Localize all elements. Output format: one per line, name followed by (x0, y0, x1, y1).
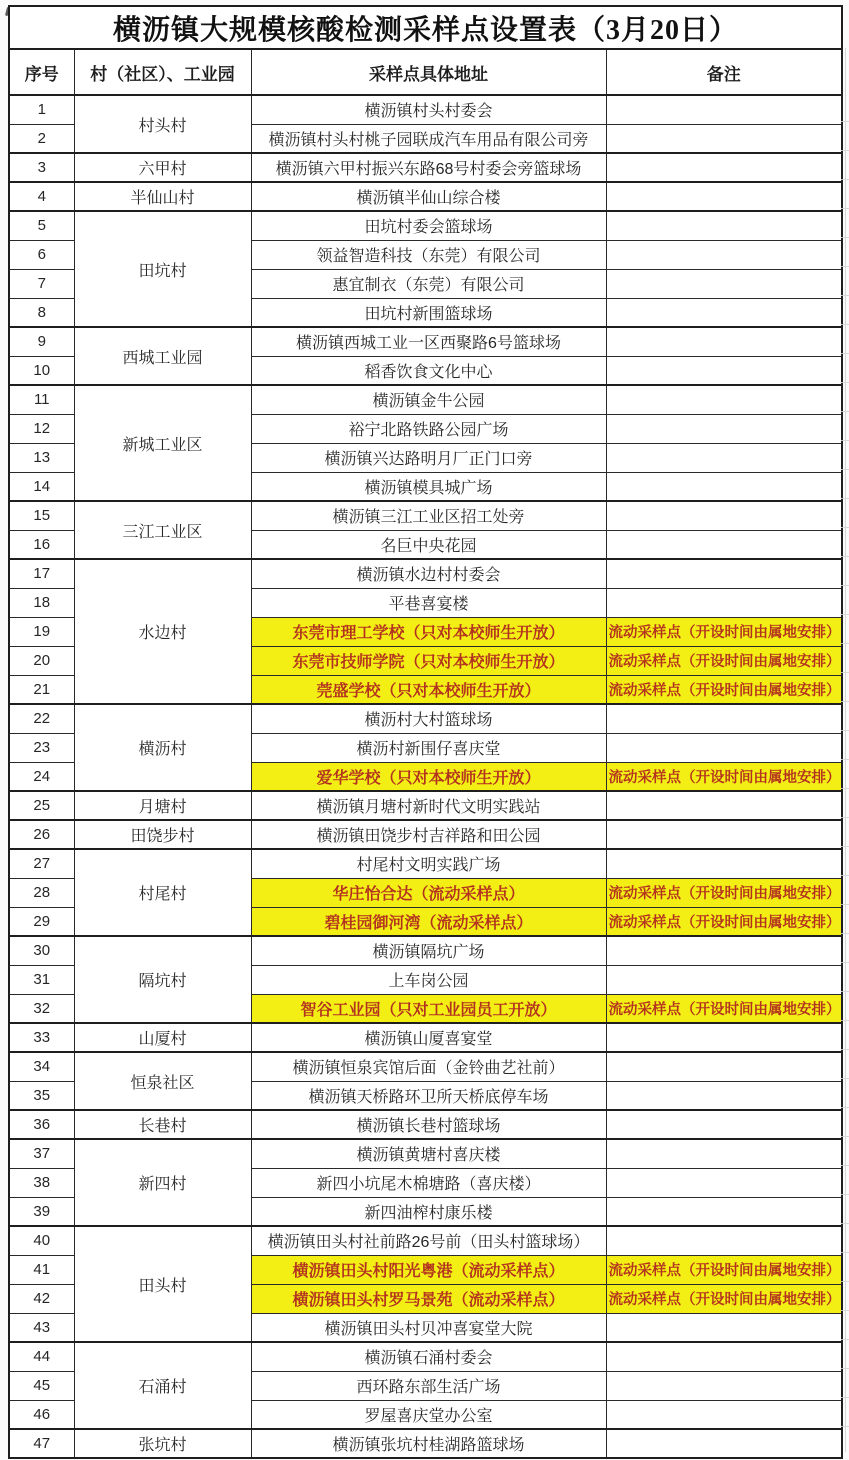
row-number-cell: 20 (9, 646, 74, 675)
address-cell: 横沥镇田饶步村吉祥路和田公园 (251, 820, 606, 849)
table-row (9, 704, 842, 733)
village-cell: 张坑村 (74, 1429, 251, 1458)
address-cell: 罗屋喜庆堂办公室 (251, 1400, 606, 1429)
remark-cell: 流动采样点（开设时间由属地安排） (606, 675, 842, 704)
village-cell: 三江工业区 (74, 501, 251, 559)
row-number-cell: 29 (9, 907, 74, 936)
table-row (9, 559, 842, 588)
row-number-cell: 27 (9, 849, 74, 878)
remark-cell (606, 1023, 842, 1052)
table-row (9, 1429, 842, 1458)
row-number-cell: 9 (9, 327, 74, 356)
table-row (9, 1110, 842, 1139)
row-number-cell: 19 (9, 617, 74, 646)
address-cell: 横沥镇西城工业一区西聚路6号篮球场 (251, 327, 606, 356)
address-cell: 新四油榨村康乐楼 (251, 1197, 606, 1226)
row-number-cell: 18 (9, 588, 74, 617)
address-cell: 横沥镇田头村贝冲喜宴堂大院 (251, 1313, 606, 1342)
row-number-cell: 5 (9, 211, 74, 240)
village-cell: 长巷村 (74, 1110, 251, 1139)
remark-cell (606, 240, 842, 269)
address-cell: 智谷工业园（只对工业园员工开放） (251, 994, 606, 1023)
remark-cell (606, 965, 842, 994)
remark-cell (606, 1168, 842, 1197)
address-cell: 田坑村新围篮球场 (251, 298, 606, 327)
remark-cell (606, 1371, 842, 1400)
table-row (9, 936, 842, 965)
remark-cell (606, 1342, 842, 1371)
table-row (9, 1052, 842, 1081)
address-cell: 横沥镇田头村社前路26号前（田头村篮球场） (251, 1226, 606, 1255)
table-row (9, 1139, 842, 1168)
table-row (9, 1226, 842, 1255)
address-cell: 惠宜制衣（东莞）有限公司 (251, 269, 606, 298)
village-cell: 田饶步村 (74, 820, 251, 849)
remark-cell (606, 849, 842, 878)
row-number-cell: 36 (9, 1110, 74, 1139)
table-row (9, 791, 842, 820)
address-cell: 横沥镇田头村罗马景苑（流动采样点） (251, 1284, 606, 1313)
remark-cell (606, 1139, 842, 1168)
address-cell: 横沥镇田头村阳光粤港（流动采样点） (251, 1255, 606, 1284)
address-cell: 横沥镇村头村委会 (251, 95, 606, 124)
row-number-cell: 34 (9, 1052, 74, 1081)
remark-cell (606, 414, 842, 443)
remark-cell (606, 356, 842, 385)
village-cell: 村头村 (74, 95, 251, 153)
remark-cell (606, 472, 842, 501)
remark-cell (606, 501, 842, 530)
address-cell: 新四小坑尾木棉塘路（喜庆楼） (251, 1168, 606, 1197)
table-row (9, 1023, 842, 1052)
row-number-cell: 1 (9, 95, 74, 124)
address-cell: 田坑村委会篮球场 (251, 211, 606, 240)
address-cell: 东莞市技师学院（只对本校师生开放） (251, 646, 606, 675)
row-number-cell: 3 (9, 153, 74, 182)
remark-cell (606, 704, 842, 733)
remark-cell (606, 1052, 842, 1081)
remark-cell (606, 559, 842, 588)
row-number-cell: 38 (9, 1168, 74, 1197)
remark-cell (606, 1313, 842, 1342)
village-cell: 田头村 (74, 1226, 251, 1342)
remark-cell (606, 1400, 842, 1429)
address-cell: 碧桂园御河湾（流动采样点） (251, 907, 606, 936)
village-cell: 月塘村 (74, 791, 251, 820)
row-number-cell: 25 (9, 791, 74, 820)
remark-cell (606, 124, 842, 153)
table-header-row (9, 49, 842, 95)
table-row (9, 849, 842, 878)
row-number-cell: 37 (9, 1139, 74, 1168)
remark-cell (606, 588, 842, 617)
row-number-cell: 28 (9, 878, 74, 907)
table-row (9, 211, 842, 240)
address-cell: 平巷喜宴楼 (251, 588, 606, 617)
row-number-cell: 22 (9, 704, 74, 733)
remark-cell (606, 443, 842, 472)
address-cell: 横沥镇村头村桃子园联成汽车用品有限公司旁 (251, 124, 606, 153)
row-number-cell: 32 (9, 994, 74, 1023)
row-number-cell: 13 (9, 443, 74, 472)
address-cell: 横沥镇模具城广场 (251, 472, 606, 501)
row-number-cell: 8 (9, 298, 74, 327)
remark-cell (606, 269, 842, 298)
address-cell: 西环路东部生活广场 (251, 1371, 606, 1400)
row-number-cell: 11 (9, 385, 74, 414)
village-cell: 新城工业区 (74, 385, 251, 501)
remark-cell: 流动采样点（开设时间由属地安排） (606, 1255, 842, 1284)
row-number-cell: 43 (9, 1313, 74, 1342)
table-row (9, 153, 842, 182)
remark-cell (606, 733, 842, 762)
row-number-cell: 23 (9, 733, 74, 762)
sampling-points-table (8, 5, 843, 1459)
address-cell: 横沥镇山厦喜宴堂 (251, 1023, 606, 1052)
row-number-cell: 44 (9, 1342, 74, 1371)
row-number-cell: 46 (9, 1400, 74, 1429)
row-number-cell: 21 (9, 675, 74, 704)
address-cell: 横沥镇恒泉宾馆后面（金铃曲艺社前） (251, 1052, 606, 1081)
address-cell: 横沥镇水边村村委会 (251, 559, 606, 588)
remark-cell: 流动采样点（开设时间由属地安排） (606, 762, 842, 791)
village-cell: 横沥村 (74, 704, 251, 791)
remark-cell (606, 936, 842, 965)
row-number-cell: 7 (9, 269, 74, 298)
remark-cell: 流动采样点（开设时间由属地安排） (606, 1284, 842, 1313)
address-cell: 横沥镇黄塘村喜庆楼 (251, 1139, 606, 1168)
remark-cell (606, 1197, 842, 1226)
address-cell: 横沥镇隔坑广场 (251, 936, 606, 965)
column-header-remark: 备注 (606, 49, 842, 95)
address-cell: 横沥镇兴达路明月厂正门口旁 (251, 443, 606, 472)
remark-cell (606, 791, 842, 820)
table-row (9, 182, 842, 211)
village-cell: 半仙山村 (74, 182, 251, 211)
row-number-cell: 47 (9, 1429, 74, 1458)
address-cell: 村尾村文明实践广场 (251, 849, 606, 878)
table-row (9, 95, 842, 124)
address-cell: 横沥镇六甲村振兴东路68号村委会旁篮球场 (251, 153, 606, 182)
address-cell: 上车岗公园 (251, 965, 606, 994)
table-body (9, 95, 842, 1458)
remark-cell (606, 1226, 842, 1255)
row-number-cell: 10 (9, 356, 74, 385)
table-row (9, 385, 842, 414)
row-number-cell: 14 (9, 472, 74, 501)
address-cell: 领益智造科技（东莞）有限公司 (251, 240, 606, 269)
village-cell: 六甲村 (74, 153, 251, 182)
village-cell: 石涌村 (74, 1342, 251, 1429)
row-number-cell: 35 (9, 1081, 74, 1110)
address-cell: 名巨中央花园 (251, 530, 606, 559)
row-number-cell: 33 (9, 1023, 74, 1052)
table-row (9, 501, 842, 530)
row-number-cell: 12 (9, 414, 74, 443)
address-cell: 莞盛学校（只对本校师生开放） (251, 675, 606, 704)
row-number-cell: 4 (9, 182, 74, 211)
remark-cell: 流动采样点（开设时间由属地安排） (606, 617, 842, 646)
table-title-row (9, 6, 842, 49)
village-cell: 西城工业园 (74, 327, 251, 385)
table-row (9, 820, 842, 849)
row-number-cell: 15 (9, 501, 74, 530)
row-number-cell: 2 (9, 124, 74, 153)
village-cell: 新四村 (74, 1139, 251, 1226)
remark-cell (606, 1429, 842, 1458)
address-cell: 华庄怡合达（流动采样点） (251, 878, 606, 907)
address-cell: 横沥镇半仙山综合楼 (251, 182, 606, 211)
column-header-index: 序号 (9, 49, 74, 95)
row-number-cell: 45 (9, 1371, 74, 1400)
table-row (9, 327, 842, 356)
remark-cell (606, 298, 842, 327)
address-cell: 横沥镇张坑村桂湖路篮球场 (251, 1429, 606, 1458)
address-cell: 东莞市理工学校（只对本校师生开放） (251, 617, 606, 646)
remark-cell: 流动采样点（开设时间由属地安排） (606, 878, 842, 907)
address-cell: 横沥村大村篮球场 (251, 704, 606, 733)
row-number-cell: 26 (9, 820, 74, 849)
address-cell: 爱华学校（只对本校师生开放） (251, 762, 606, 791)
village-cell: 村尾村 (74, 849, 251, 936)
remark-cell: 流动采样点（开设时间由属地安排） (606, 646, 842, 675)
row-number-cell: 16 (9, 530, 74, 559)
row-number-cell: 31 (9, 965, 74, 994)
remark-cell (606, 1081, 842, 1110)
remark-cell (606, 530, 842, 559)
village-cell: 恒泉社区 (74, 1052, 251, 1110)
column-header-address: 采样点具体地址 (251, 49, 606, 95)
address-cell: 横沥镇金牛公园 (251, 385, 606, 414)
remark-cell (606, 182, 842, 211)
address-cell: 横沥镇石涌村委会 (251, 1342, 606, 1371)
remark-cell (606, 153, 842, 182)
village-cell: 隔坑村 (74, 936, 251, 1023)
address-cell: 横沥镇月塘村新时代文明实践站 (251, 791, 606, 820)
remark-cell (606, 385, 842, 414)
page-title: 横沥镇大规模核酸检测采样点设置表（3月20日） (9, 6, 842, 49)
remark-cell: 流动采样点（开设时间由属地安排） (606, 994, 842, 1023)
cropped-grid-column-line (845, 48, 846, 1452)
address-cell: 横沥镇天桥路环卫所天桥底停车场 (251, 1081, 606, 1110)
address-cell: 横沥镇长巷村篮球场 (251, 1110, 606, 1139)
remark-cell (606, 1110, 842, 1139)
row-number-cell: 40 (9, 1226, 74, 1255)
address-cell: 横沥村新围仔喜庆堂 (251, 733, 606, 762)
remark-cell (606, 820, 842, 849)
remark-cell (606, 95, 842, 124)
row-number-cell: 39 (9, 1197, 74, 1226)
address-cell: 稻香饮食文化中心 (251, 356, 606, 385)
village-cell: 山厦村 (74, 1023, 251, 1052)
remark-cell (606, 211, 842, 240)
row-number-cell: 6 (9, 240, 74, 269)
remark-cell: 流动采样点（开设时间由属地安排） (606, 907, 842, 936)
address-cell: 裕宁北路铁路公园广场 (251, 414, 606, 443)
row-number-cell: 30 (9, 936, 74, 965)
row-number-cell: 17 (9, 559, 74, 588)
column-header-village: 村（社区）、工业园 (74, 49, 251, 95)
table-row (9, 1342, 842, 1371)
village-cell: 水边村 (74, 559, 251, 704)
row-number-cell: 24 (9, 762, 74, 791)
address-cell: 横沥镇三江工业区招工处旁 (251, 501, 606, 530)
village-cell: 田坑村 (74, 211, 251, 327)
row-number-cell: 41 (9, 1255, 74, 1284)
remark-cell (606, 327, 842, 356)
row-number-cell: 42 (9, 1284, 74, 1313)
